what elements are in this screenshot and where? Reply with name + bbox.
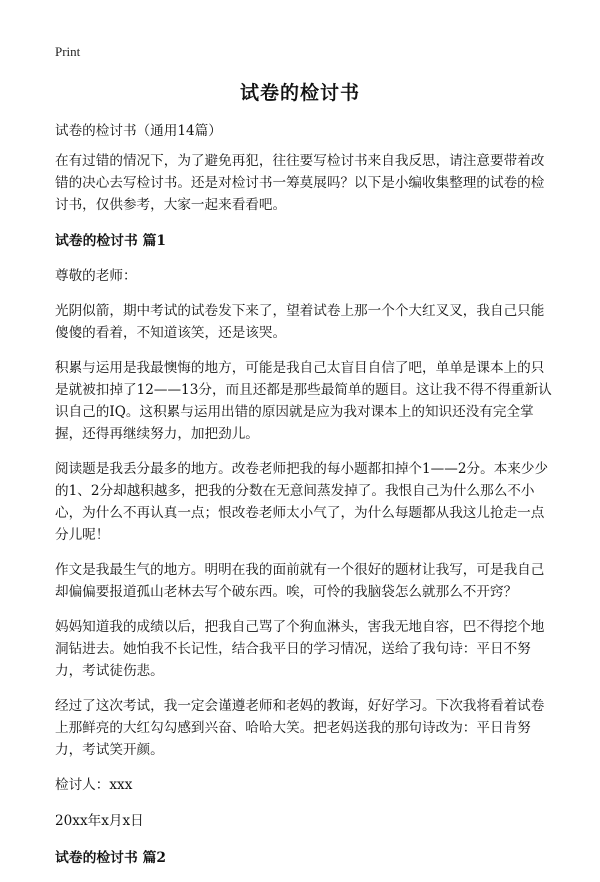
body-paragraph-4: 作文是我最生气的地方。明明在我的面前就有一个很好的题材让我写，可是我自己却偏偏要报道孤山老林去写个破东西。唉，可怜的我脑袋怎么就那么不开窍？ bbox=[55, 562, 545, 600]
body-paragraph-2: 积累与运用是我最懊悔的地方，可能是我自己太盲目自信了吧，单单是课本上的只是就被扣掉了12——13分，而且还都是那些最简单的题目。这让我不得不得重新认识自己的IQ。这积累与运用出错的原因就是应为我对课本上的知识还没有完全掌握，还得再继续努力，加把劲儿。 bbox=[55, 360, 552, 442]
section-heading-1: 试卷的检讨书 篇1 bbox=[55, 233, 166, 249]
signature-line: 检讨人：xxx bbox=[55, 777, 133, 793]
section-heading-2: 试卷的检讨书 篇2 bbox=[55, 850, 166, 866]
body-paragraph-1: 光阴似箭，期中考试的试卷发下来了，望着试卷上那一个个大红叉叉，我自己只能傻傻的看着，不知道该笑，还是该哭。 bbox=[55, 303, 545, 341]
body-paragraph-6: 经过了这次考试，我一定会谨遵老师和老妈的教诲，好好学习。下次我将看着试卷上那鲜亮的大红勾勾感到兴奋、哈哈大笑。把老妈送我的那句诗改为：平日肯努力，考试笑开颜。 bbox=[55, 698, 545, 758]
document-subtitle: 试卷的检讨书（通用14篇） bbox=[55, 123, 222, 139]
document-body bbox=[55, 120, 552, 882]
body-paragraph-3: 阅读题是我丢分最多的地方。改卷老师把我的每小题都扣掉个1——2分。本来少少的1、2分却越积越多，把我的分数在无意间蒸发掉了。我恨自己为什么那么不小心，为什么不再认真一点；恨改卷老师太小气了，为什么每题都从我这儿抢走一点分儿呢！ bbox=[55, 461, 549, 543]
date-line: 20xx年x月x日 bbox=[55, 813, 144, 829]
document-title: 试卷的检讨书 bbox=[239, 82, 360, 104]
greeting: 尊敬的老师： bbox=[55, 268, 137, 284]
body-paragraph-5: 妈妈知道我的成绩以后，把我自己骂了个狗血淋头，害我无地自容，巴不得挖个地洞钻进去。她怕我不长记性，结合我平日的学习情况，送给了我句诗：平日不努力，考试徒伤悲。 bbox=[55, 619, 545, 679]
print-label: Print bbox=[55, 44, 81, 59]
intro-paragraph: 在有过错的情况下，为了避免再犯，往往要写检讨书来自我反思，请注意要带着改错的决心去写检讨书。还是对检讨书一筹莫展吗？以下是小编收集整理的试卷的检讨书，仅供参考，大家一起来看看吧。 bbox=[55, 153, 545, 213]
